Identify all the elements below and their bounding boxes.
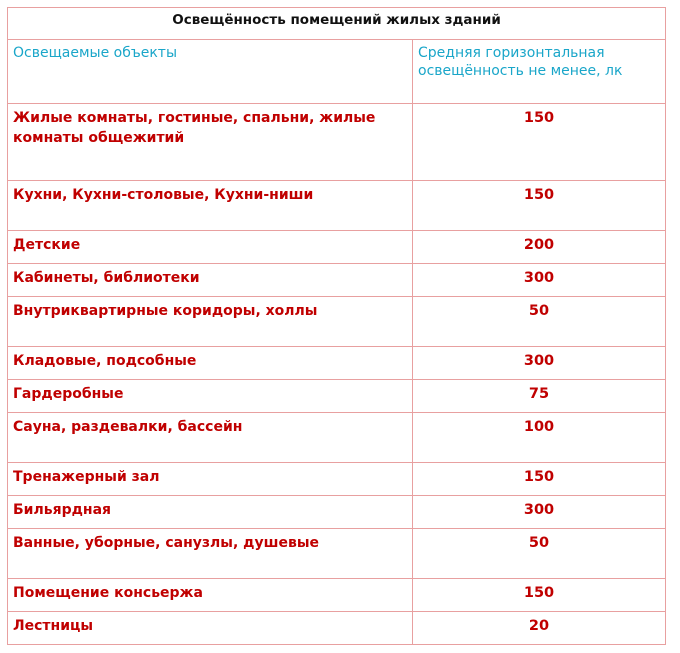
room-type-cell: Тренажерный зал <box>8 463 413 496</box>
room-type-cell: Лестницы <box>8 612 413 645</box>
illuminance-value-cell: 100 <box>413 413 666 463</box>
illuminance-value-cell: 50 <box>413 529 666 579</box>
illuminance-value-cell: 300 <box>413 347 666 380</box>
room-type-cell: Ванные, уборные, санузлы, душевые <box>8 529 413 579</box>
header-row <box>8 40 666 104</box>
illuminance-value-cell: 300 <box>413 496 666 529</box>
illuminance-value-cell: 150 <box>413 181 666 231</box>
room-type-cell: Детские <box>8 231 413 264</box>
room-type-cell: Помещение консьержа <box>8 579 413 612</box>
room-type-cell: Сауна, раздевалки, бассейн <box>8 413 413 463</box>
table-row <box>8 380 666 413</box>
room-type-cell: Внутриквартирные коридоры, холлы <box>8 297 413 347</box>
table-title: Освещённость помещений жилых зданий <box>8 8 666 40</box>
table-row <box>8 297 666 347</box>
column-header-objects: Освещаемые объекты <box>8 40 413 104</box>
table-row <box>8 181 666 231</box>
room-type-cell: Кладовые, подсобные <box>8 347 413 380</box>
illuminance-table <box>7 7 666 645</box>
table-row <box>8 496 666 529</box>
title-row <box>8 8 666 40</box>
table-row <box>8 529 666 579</box>
column-header-illuminance: Средняя горизонтальная освещённость не менее, лк <box>413 40 666 104</box>
illuminance-value-cell: 200 <box>413 231 666 264</box>
room-type-cell: Кабинеты, библиотеки <box>8 264 413 297</box>
table-body <box>8 104 666 645</box>
illuminance-value-cell: 150 <box>413 104 666 181</box>
room-type-cell: Жилые комнаты, гостиные, спальни, жилые комнаты общежитий <box>8 104 413 181</box>
table-row <box>8 264 666 297</box>
room-type-cell: Кухни, Кухни-столовые, Кухни-ниши <box>8 181 413 231</box>
illuminance-value-cell: 20 <box>413 612 666 645</box>
table-row <box>8 104 666 181</box>
room-type-cell: Бильярдная <box>8 496 413 529</box>
illuminance-value-cell: 75 <box>413 380 666 413</box>
table-row <box>8 463 666 496</box>
illuminance-value-cell: 50 <box>413 297 666 347</box>
room-type-cell: Гардеробные <box>8 380 413 413</box>
table-row <box>8 579 666 612</box>
table-row <box>8 231 666 264</box>
table-row <box>8 347 666 380</box>
illuminance-value-cell: 150 <box>413 463 666 496</box>
illuminance-value-cell: 150 <box>413 579 666 612</box>
illuminance-value-cell: 300 <box>413 264 666 297</box>
table-row <box>8 612 666 645</box>
table-row <box>8 413 666 463</box>
